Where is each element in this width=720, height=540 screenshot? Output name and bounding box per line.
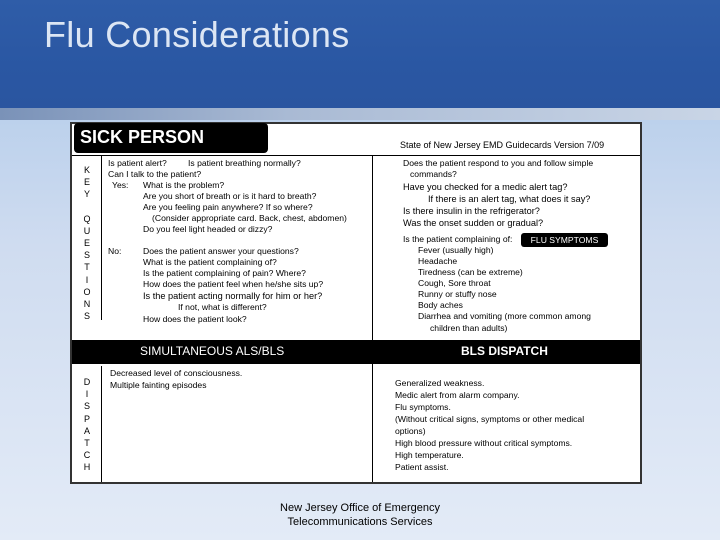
bls-criterion: options) bbox=[395, 426, 426, 436]
bls-criterion: Medic alert from alarm company. bbox=[395, 390, 520, 400]
symptom-item: Diarrhea and vomiting (more common among bbox=[418, 311, 591, 321]
strip-letter: T bbox=[84, 438, 90, 449]
question-medic-tag: Have you checked for a medic alert tag? bbox=[403, 182, 568, 192]
strip-letter: E bbox=[83, 177, 90, 188]
als-bls-heading: SIMULTANEOUS ALS/BLS bbox=[140, 344, 285, 358]
footer-line: New Jersey Office of Emergency bbox=[280, 502, 440, 514]
bls-criterion: High temperature. bbox=[395, 450, 464, 460]
dispatch-divider bbox=[372, 364, 373, 482]
questions-divider bbox=[372, 155, 373, 340]
yes-question: (Consider appropriate card. Back, chest, abdomen) bbox=[152, 213, 347, 223]
strip-letter: I bbox=[85, 389, 89, 400]
bls-criterion: High blood pressure without critical symptoms. bbox=[395, 438, 573, 448]
bls-criterion: Generalized weakness. bbox=[395, 378, 485, 388]
strip-letter: E bbox=[83, 238, 90, 249]
strip-letter: I bbox=[85, 274, 89, 285]
question-alert: Is patient alert? bbox=[108, 158, 167, 168]
symptom-item: Headache bbox=[418, 256, 458, 266]
strip-gap bbox=[72, 201, 102, 213]
strip-letter: T bbox=[84, 262, 90, 273]
card-header bbox=[74, 123, 268, 153]
bls-criterion: (Without critical signs, symptoms or other medical bbox=[395, 414, 585, 424]
strip-letter: C bbox=[83, 450, 91, 461]
als-criterion: Decreased level of consciousness. bbox=[110, 368, 243, 378]
yes-question: Do you feel light headed or dizzy? bbox=[143, 224, 273, 234]
no-question: Is the patient acting normally for him or her? bbox=[143, 291, 323, 301]
key-questions-letters bbox=[72, 164, 102, 322]
yes-question: What is the problem? bbox=[143, 180, 225, 190]
strip-letter: H bbox=[83, 462, 91, 473]
bls-criterion: Patient assist. bbox=[395, 462, 449, 472]
title-band bbox=[0, 108, 720, 120]
footer-line: Telecommunications Services bbox=[287, 516, 433, 528]
header-divider bbox=[72, 155, 640, 156]
strip-letter: A bbox=[83, 425, 90, 436]
question-breathing: Is patient breathing normally? bbox=[188, 158, 301, 168]
symptom-item-cont: children than adults) bbox=[430, 323, 508, 333]
symptom-item: Tiredness (can be extreme) bbox=[418, 267, 523, 277]
strip-letter: N bbox=[83, 299, 91, 310]
title-banner bbox=[0, 0, 720, 108]
strip-letter: U bbox=[83, 225, 91, 236]
slide-title: Flu Considerations bbox=[44, 14, 350, 55]
strip-letter: D bbox=[83, 377, 91, 387]
no-question: If not, what is different? bbox=[178, 302, 267, 312]
symptom-item: Runny or stuffy nose bbox=[418, 289, 497, 299]
question-insulin: Is there insulin in the refrigerator? bbox=[403, 206, 540, 216]
symptom-item: Body aches bbox=[418, 300, 463, 310]
question-alert-tag: If there is an alert tag, what does it say? bbox=[428, 194, 591, 204]
yes-question: Are you feeling pain anywhere? If so where? bbox=[143, 202, 313, 212]
bls-criterion: Flu symptoms. bbox=[395, 402, 451, 412]
question-talk: Can I talk to the patient? bbox=[108, 169, 202, 179]
symptom-item: Cough, Sore throat bbox=[418, 278, 491, 288]
als-criterion: Multiple fainting episodes bbox=[110, 380, 207, 390]
strip-letter: Q bbox=[83, 213, 91, 224]
footer-credit bbox=[268, 501, 452, 529]
no-question: What is the patient complaining of? bbox=[143, 257, 277, 267]
dispatch-letters bbox=[72, 376, 102, 474]
strip-letter: O bbox=[83, 286, 91, 297]
question-complaining: Is the patient complaining of: bbox=[403, 234, 513, 244]
flu-symptoms-badge: FLU SYMPTOMS bbox=[521, 233, 608, 247]
guide-version: State of New Jersey EMD Guidecards Version 7/09 bbox=[400, 140, 605, 150]
strip-letter: S bbox=[83, 311, 90, 322]
strip-letter: S bbox=[83, 401, 90, 412]
question-respond: Does the patient respond to you and follow simple bbox=[403, 158, 594, 168]
card-header-label: SICK PERSON bbox=[80, 127, 205, 147]
no-question: How does the patient feel when he/she sits up? bbox=[143, 279, 324, 289]
question-respond-cont: commands? bbox=[410, 169, 457, 179]
no-label: No: bbox=[108, 246, 122, 256]
strip-letter: Y bbox=[83, 189, 90, 200]
yes-question: Are you short of breath or is it hard to breath? bbox=[143, 191, 317, 201]
yes-label: Yes: bbox=[112, 180, 129, 190]
question-onset: Was the onset sudden or gradual? bbox=[403, 218, 544, 228]
no-question: Does the patient answer your questions? bbox=[143, 246, 299, 256]
no-question: How does the patient look? bbox=[143, 314, 247, 324]
strip-letter: P bbox=[83, 413, 90, 424]
strip-letter: K bbox=[83, 165, 90, 175]
symptom-item: Fever (usually high) bbox=[418, 245, 494, 255]
strip-letter: S bbox=[83, 250, 90, 261]
no-question: Is the patient complaining of pain? Where? bbox=[143, 268, 306, 278]
bls-dispatch-heading: BLS DISPATCH bbox=[461, 344, 548, 358]
